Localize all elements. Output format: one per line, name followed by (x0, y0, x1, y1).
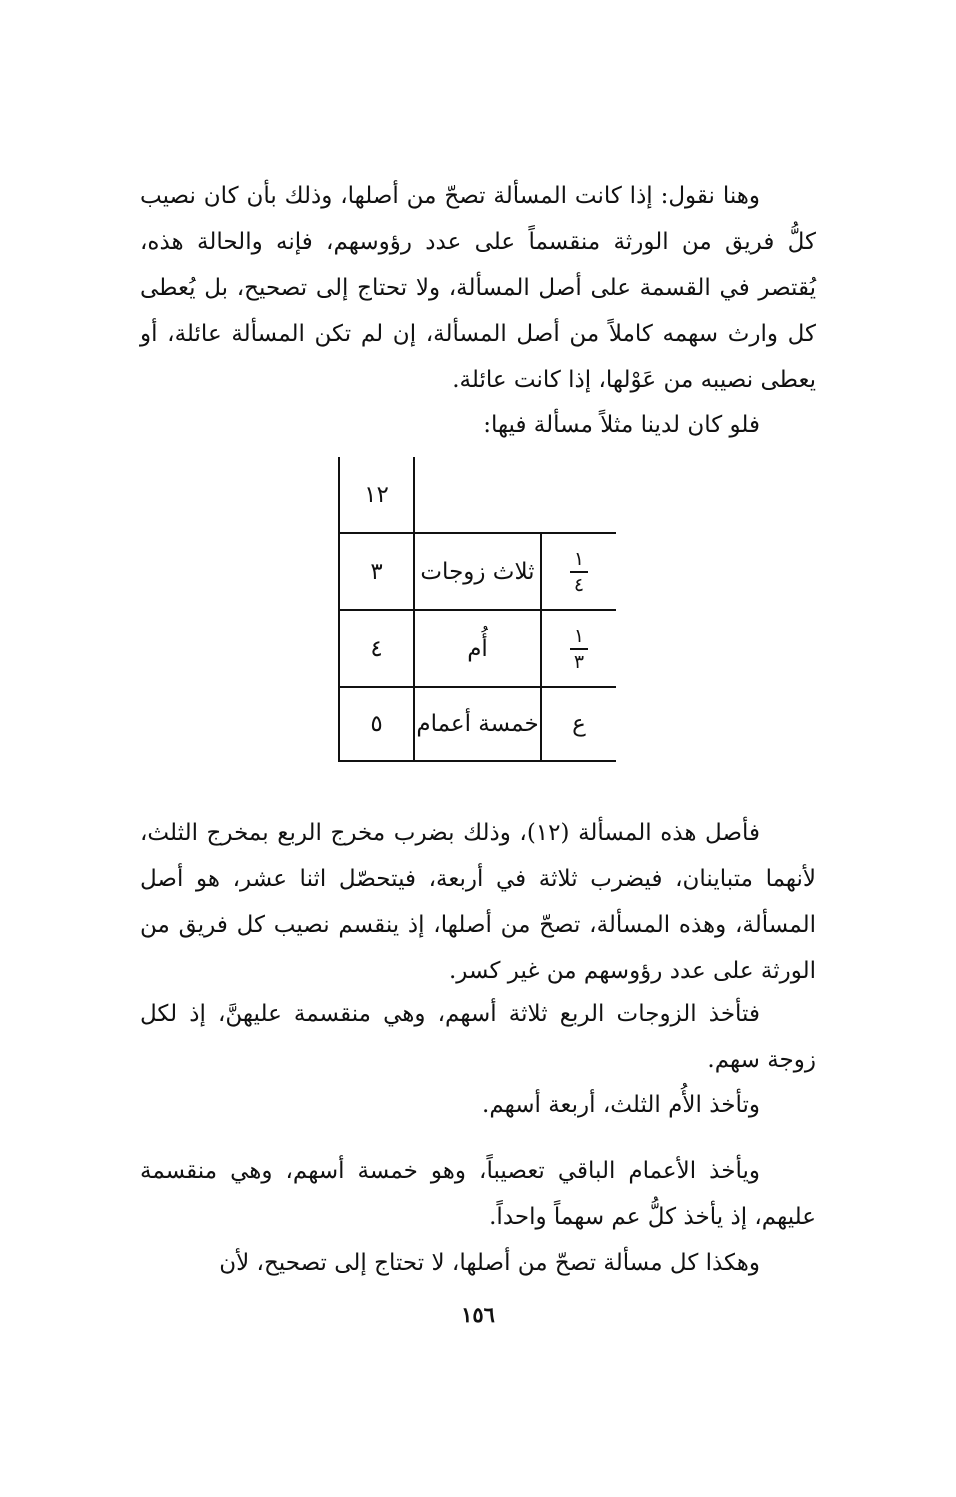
table-base-number: ١٢ (364, 481, 389, 508)
table-heir-wives: ثلاث زوجات (420, 558, 535, 585)
paragraph-mother: وتأخذ الأُم الثلث، أربعة أسهم. (482, 1092, 760, 1118)
table-fraction-third (542, 611, 616, 686)
paragraph-example-lead: فلو كان لدينا مثلاً مسألة فيها: (483, 412, 760, 438)
inheritance-table (338, 457, 616, 762)
fraction-numerator: ١ (573, 624, 585, 647)
fraction-denominator: ٣ (573, 650, 585, 673)
table-share-wives: ٣ (370, 558, 383, 585)
fraction-numerator: ١ (573, 547, 585, 570)
fraction-denominator: ٤ (573, 573, 585, 596)
paragraph-conclusion: وهكذا كل مسألة تصحّ من أصلها، لا تحتاج إلى تصحيح، لأن (219, 1250, 760, 1276)
table-share-uncles: ٥ (370, 711, 383, 737)
paragraph-intro: وهنا نقول: إذا كانت المسألة تصحّ من أصلها، وذلك بأن كان نصيب كلُّ فريق من الورثة منقسماً على عدد رؤوسهم، فإنه والحالة هذه، يُقتصر في القسمة على أصل المسألة، ولا تحتاج إلى تصحيح، بل يُعطى كل وارث سهمه كاملاً من أصل المسألة، إن لم تكن المسألة عائلة، أو يعطى نصيبه من عَوْلها، إذا كانت عائلة. (140, 183, 816, 393)
table-residual-mark: ع (572, 711, 586, 737)
page-number: ١٥٦ (461, 1302, 495, 1327)
table-fraction-quarter (542, 534, 616, 609)
paragraph-wives: فتأخذ الزوجات الربع ثلاثة أسهم، وهي منقسمة عليهنَّ، إذ لكل زوجة سهم. (140, 1001, 816, 1073)
table-heir-uncles: خمسة أعمام (416, 711, 539, 737)
table-heir-mother: أُم (467, 635, 488, 662)
paragraph-uncles: ويأخذ الأعمام الباقي تعصيباً، وهو خمسة أسهم، وهي منقسمة عليهم، إذ يأخذ كلُّ عم سهماً واحداً. (140, 1158, 816, 1230)
paragraph-explanation: فأصل هذه المسألة (١٢)، وذلك بضرب مخرج الربع بمخرج الثلث، لأنهما متباينان، فيضرب ثلاثة في أربعة، فيتحصّل اثنا عشر، هو أصل المسألة، وهذه المسألة، تصحّ من أصلها، إذ ينقسم نصيب كل فريق من الورثة على عدد رؤوسهم من غير كسر. (140, 820, 816, 984)
table-share-mother: ٤ (370, 635, 383, 662)
